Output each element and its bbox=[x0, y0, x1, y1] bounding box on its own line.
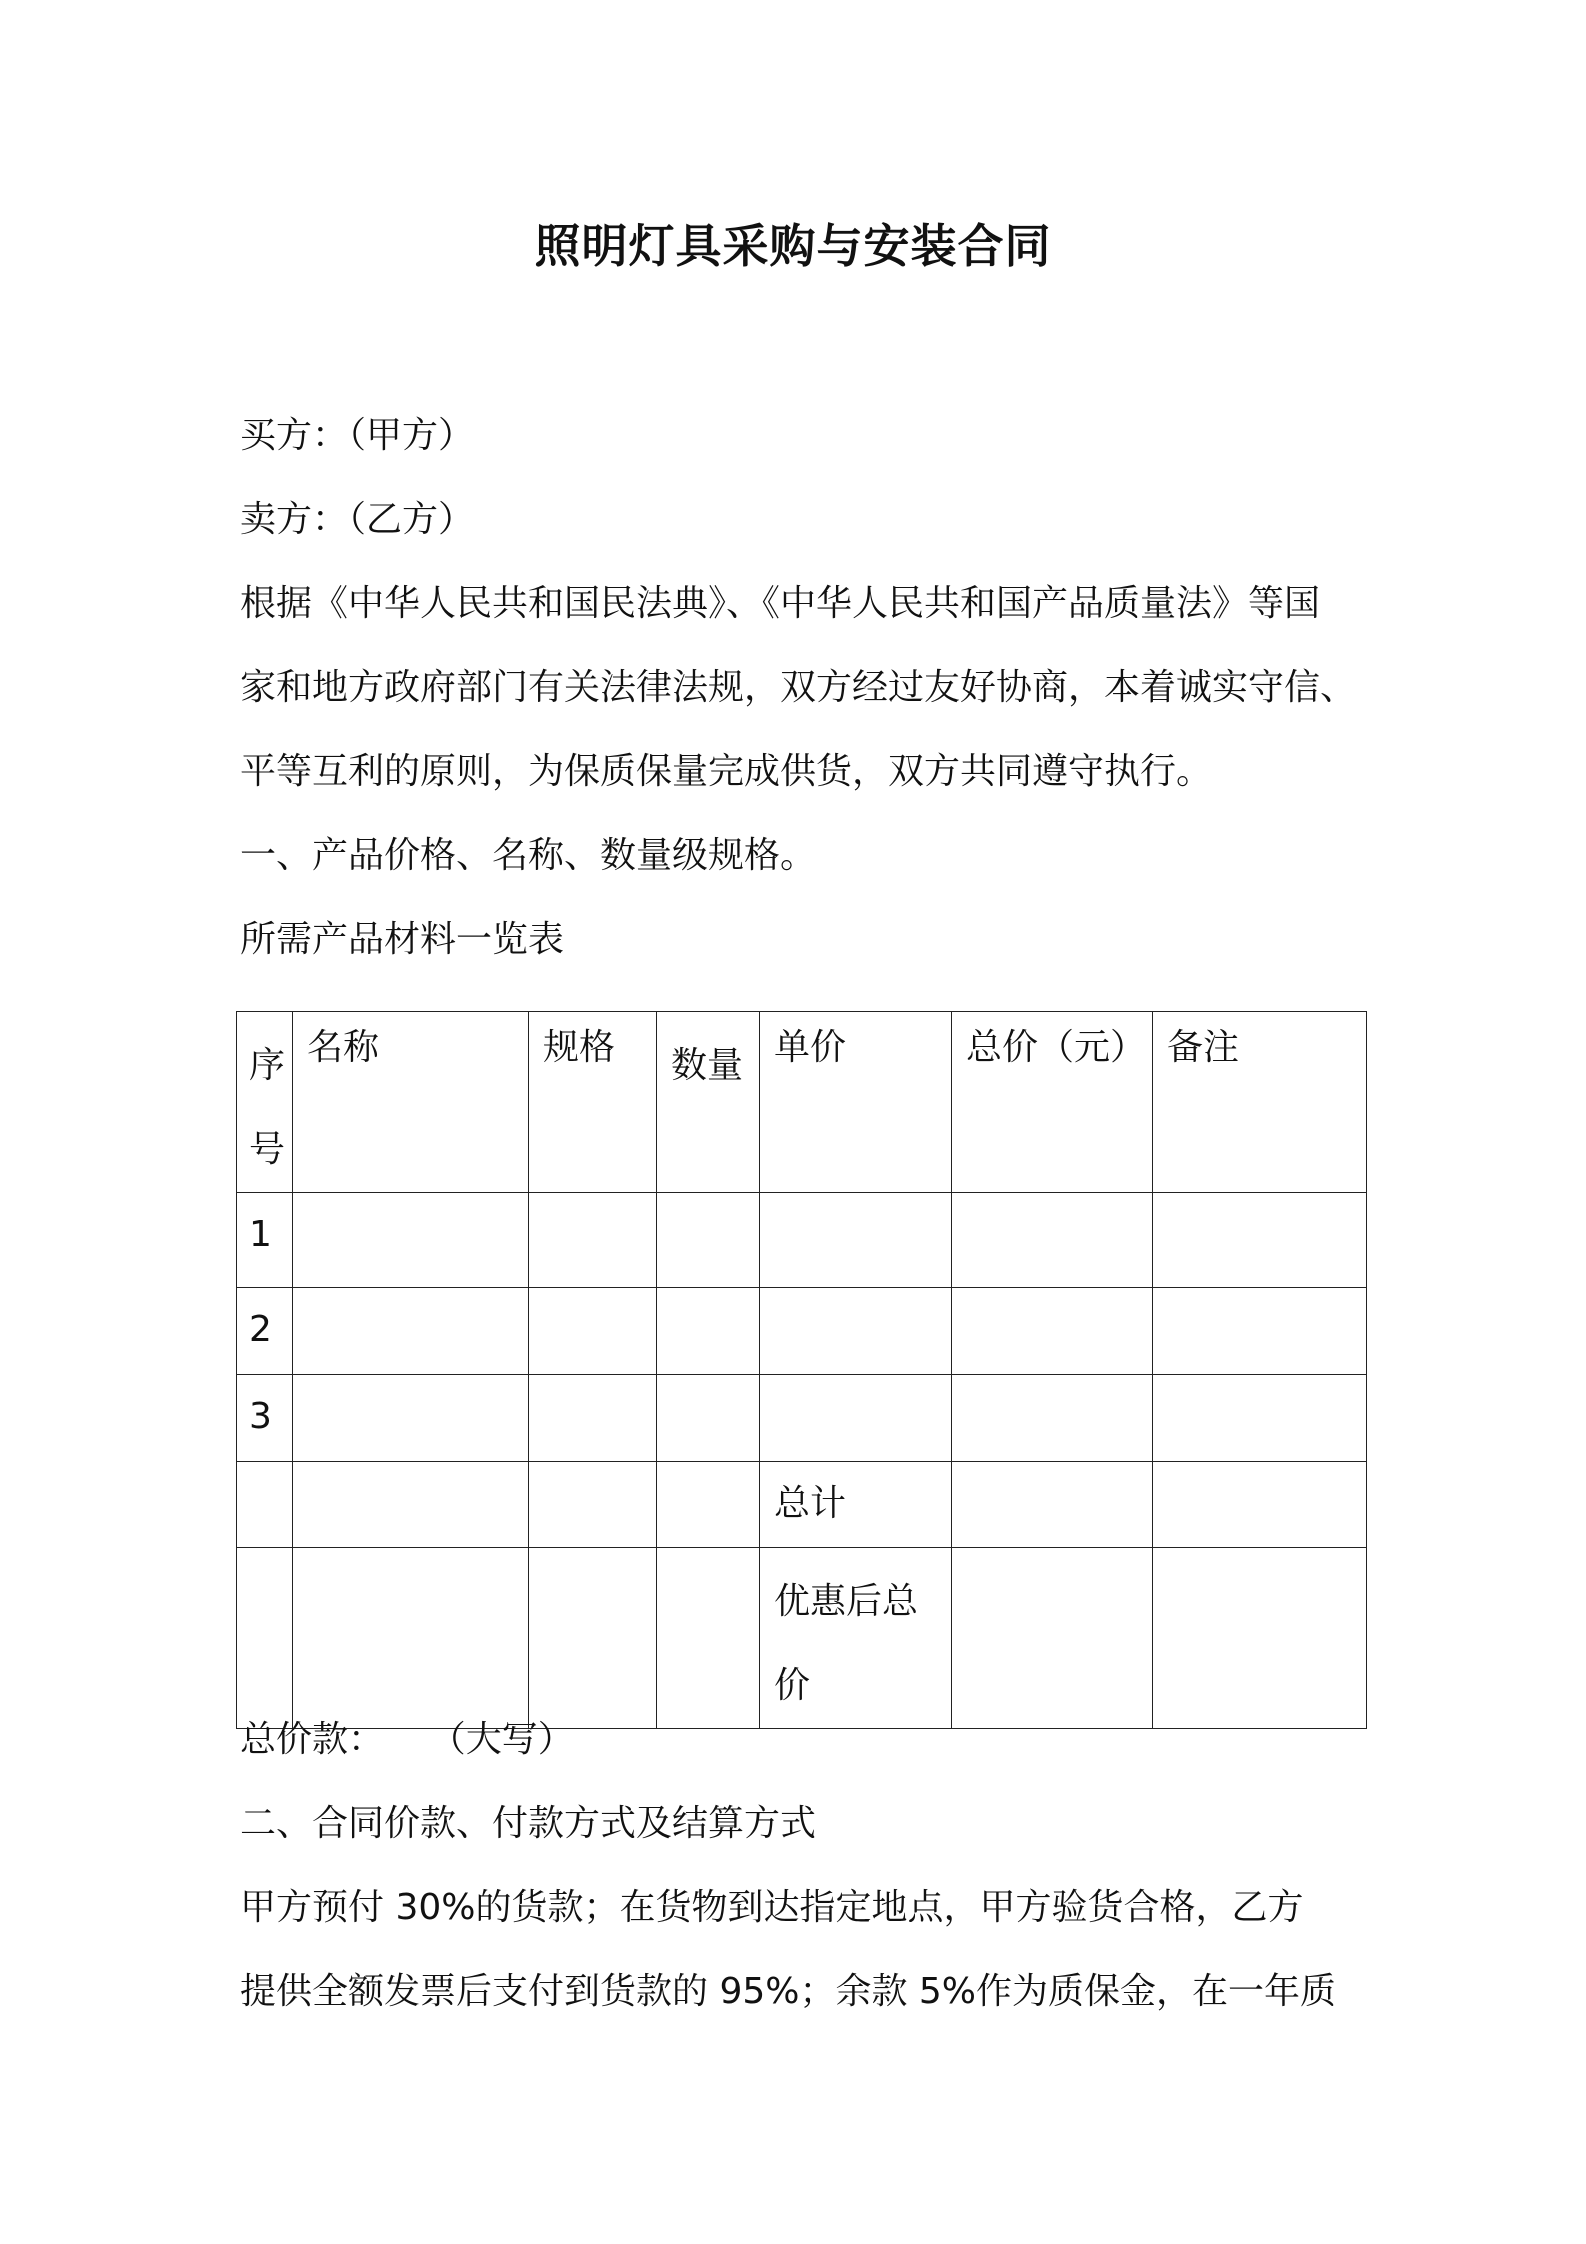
row-2-name bbox=[293, 1288, 529, 1375]
header-spec: 规格 bbox=[529, 1012, 657, 1193]
table-header-row bbox=[237, 1012, 1367, 1193]
row-1-qty bbox=[657, 1193, 760, 1288]
contract-title: 照明灯具采购与安装合同 bbox=[534, 219, 1052, 273]
seller-line: 卖方：（乙方） bbox=[240, 499, 475, 540]
table-row bbox=[237, 1288, 1367, 1375]
row-2-unit-price bbox=[760, 1288, 952, 1375]
intro-line-2: 家和地方政府部门有关法律法规，双方经过友好协商，本着诚实守信、 bbox=[240, 667, 1357, 708]
header-name: 名称 bbox=[293, 1012, 529, 1193]
subtotal-row bbox=[237, 1462, 1367, 1548]
discount-total-value bbox=[952, 1548, 1153, 1729]
row-3-name bbox=[293, 1375, 529, 1462]
table-caption: 所需产品材料一览表 bbox=[240, 919, 565, 960]
subtotal-value bbox=[952, 1462, 1153, 1548]
row-1-spec bbox=[529, 1193, 657, 1288]
row-2-qty bbox=[657, 1288, 760, 1375]
row-3-remark bbox=[1153, 1375, 1367, 1462]
discount-total-row bbox=[237, 1548, 1367, 1729]
total-amount-line: 总价款： （大写） bbox=[240, 1719, 574, 1760]
row-3-total-price bbox=[952, 1375, 1153, 1462]
row-2-remark bbox=[1153, 1288, 1367, 1375]
section-1-heading: 一、产品价格、名称、数量级规格。 bbox=[240, 835, 817, 876]
subtotal-label: 总计 bbox=[760, 1462, 952, 1548]
product-table bbox=[236, 1011, 1367, 1729]
row-1-total-price bbox=[952, 1193, 1153, 1288]
row-3-qty bbox=[657, 1375, 760, 1462]
header-seq: 序号 bbox=[237, 1012, 293, 1193]
section-2-heading: 二、合同价款、付款方式及结算方式 bbox=[240, 1803, 817, 1844]
header-qty: 数量 bbox=[657, 1012, 760, 1193]
table-row bbox=[237, 1193, 1367, 1288]
row-1-seq: 1 bbox=[237, 1193, 293, 1288]
row-3-unit-price bbox=[760, 1375, 952, 1462]
buyer-line: 买方：（甲方） bbox=[240, 415, 475, 456]
header-unit-price: 单价 bbox=[760, 1012, 952, 1193]
row-1-remark bbox=[1153, 1193, 1367, 1288]
intro-line-3: 平等互利的原则，为保质保量完成供货，双方共同遵守执行。 bbox=[240, 751, 1213, 792]
row-2-total-price bbox=[952, 1288, 1153, 1375]
payment-line-1: 甲方预付 30%的货款；在货物到达指定地点，甲方验货合格，乙方 bbox=[240, 1887, 1304, 1928]
row-2-spec bbox=[529, 1288, 657, 1375]
table-row bbox=[237, 1375, 1367, 1462]
row-1-unit-price bbox=[760, 1193, 952, 1288]
payment-line-2: 提供全额发票后支付到货款的 95%；余款 5%作为质保金，在一年质 bbox=[240, 1971, 1337, 2012]
discount-total-label: 优惠后总价 bbox=[760, 1548, 952, 1729]
row-1-name bbox=[293, 1193, 529, 1288]
row-3-spec bbox=[529, 1375, 657, 1462]
row-2-seq: 2 bbox=[237, 1288, 293, 1375]
row-3-seq: 3 bbox=[237, 1375, 293, 1462]
header-total-price: 总价（元） bbox=[952, 1012, 1153, 1193]
header-remark: 备注 bbox=[1153, 1012, 1367, 1193]
intro-line-1: 根据《中华人民共和国民法典》、《中华人民共和国产品质量法》等国 bbox=[240, 583, 1321, 624]
